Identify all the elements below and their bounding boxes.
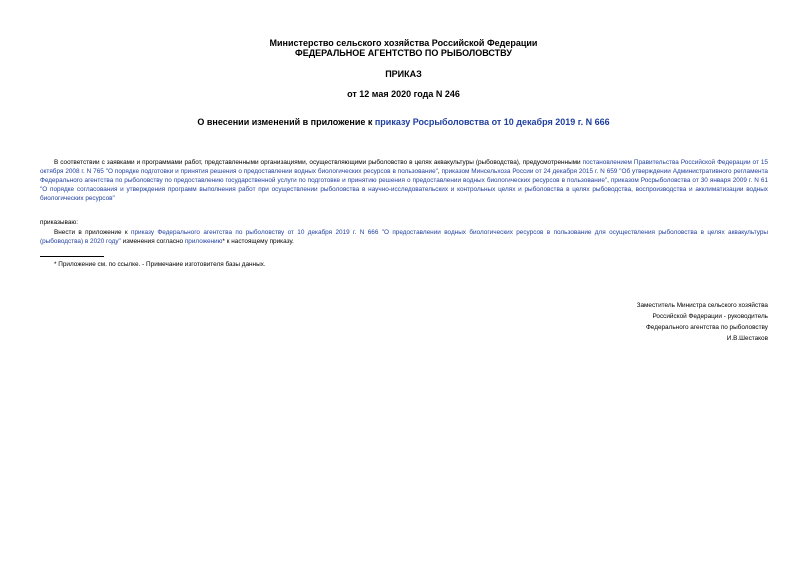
signature-line-1: Заместитель Министра сельского хозяйства <box>636 302 768 309</box>
order-word: приказываю: <box>40 219 78 226</box>
preamble-link-rosrybolovstvo-order[interactable]: приказом Росрыболовства от 30 января 2009 г. N 61 "О порядке согласования и утверждения программ выполнения работ при осуществлении рыболовства в научно-исследовательских и контрольных целях и рыболовства в целях рыбоводства, воспроизводства и акклиматизации водных биологических ресурсов" <box>40 177 768 202</box>
agency-heading: ФЕДЕРАЛЬНОЕ АГЕНТСТВО ПО РЫБОЛОВСТВУ <box>295 48 512 58</box>
order-text-3: * к настоящему приказу. <box>222 238 294 245</box>
signature-block <box>508 300 768 344</box>
preamble-link-government-decree[interactable]: постановлением Правительства Российской Федерации от 15 октября 2008 г. N 765 "О порядке подготовки и принятия решения о предоставлении водных биологических ресурсов в пользование" <box>40 159 768 175</box>
preamble-text-2: , <box>437 168 442 175</box>
preamble-text-1: В соответствии с заявками и программами работ, представленными организациями, осуществляющими рыболовство в целях аквакультуры (рыбоводства), предусмотренными <box>54 159 583 166</box>
preamble-text-3: , <box>607 177 611 184</box>
order-paragraph <box>40 228 768 246</box>
order-text-1: Внести в приложение к <box>54 229 132 236</box>
order-link-order-666[interactable]: приказу Федерального агентства по рыболовству от 10 декабря 2019 г. N 666 "О предоставлении водных биологических ресурсов в пользование для осуществления рыболовства в целях аквакультуры (рыбоводства) в 2020 году" <box>40 229 768 245</box>
preamble-paragraph <box>40 158 768 203</box>
ministry-heading: Министерство сельского хозяйства Российской Федерации <box>269 38 538 48</box>
preamble-link-minselkhoz-order[interactable]: приказом Минсельхоза России от 24 декабря 2015 г. N 659 "Об утверждении Административного регламента Федерального агентства по рыболовству по предоставлению государственной услуги по подготовке и принятию решения о предоставлении водных биологических ресурсов в пользование" <box>40 168 768 184</box>
footnote-separator <box>40 256 104 257</box>
title-link[interactable]: приказу Росрыболовства от 10 декабря 2019 г. N 666 <box>374 117 610 127</box>
title-prefix: О внесении изменений в приложение к <box>197 117 375 127</box>
signature-name: И.В.Шестаков <box>726 335 768 342</box>
signature-line-2: Российской Федерации - руководитель <box>652 313 768 320</box>
document-type: ПРИКАЗ <box>385 69 422 79</box>
order-link-appendix[interactable]: приложению <box>184 238 223 245</box>
document-date-number: от 12 мая 2020 года N 246 <box>347 89 460 99</box>
order-text-2: изменения согласно <box>120 238 185 245</box>
signature-line-3: Федерального агентства по рыболовству <box>645 324 768 331</box>
document-title <box>0 117 807 128</box>
footnote: * Приложение см. по ссылке. - Примечание изготовителя базы данных. <box>54 261 266 268</box>
